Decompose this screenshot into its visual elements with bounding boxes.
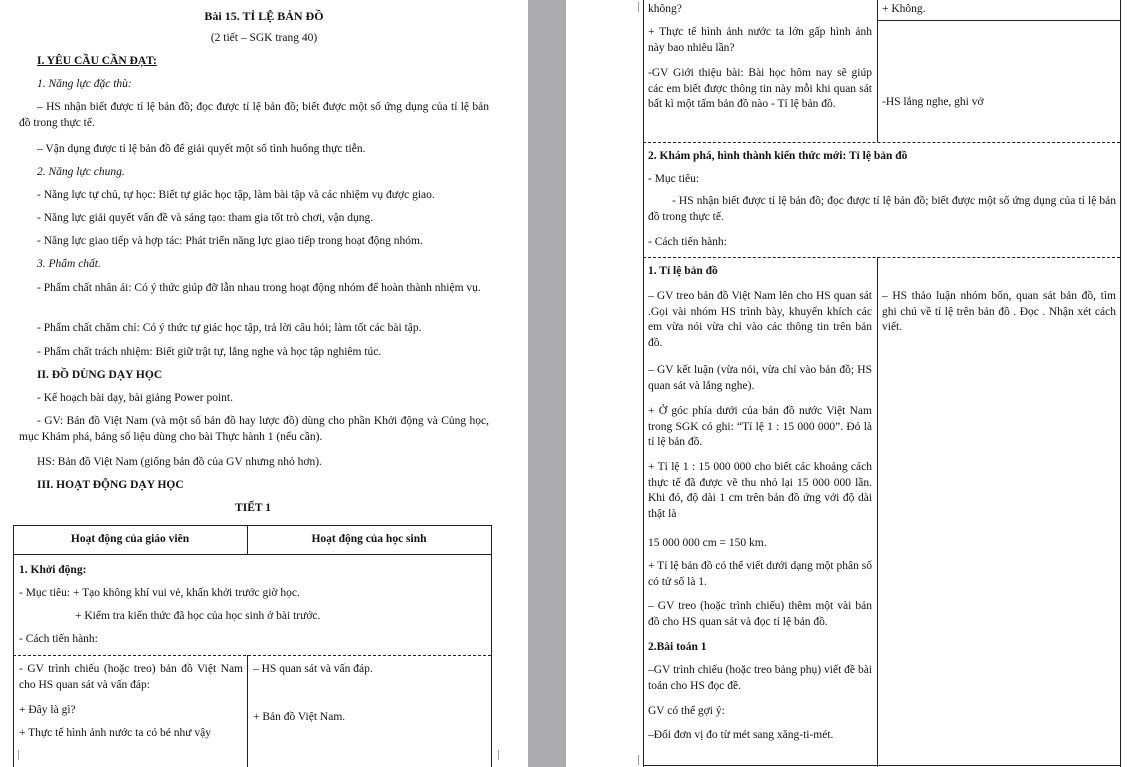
teacher-cell: -GV Giới thiệu bài: Bài học hôm nay sẽ giúp các em biết được thông tin này mỗi khi quan sát bất kì một tấm bản đồ nào - Tỉ lệ bản đồ.	[648, 67, 872, 111]
document-page-right	[566, 0, 1127, 767]
table-border	[643, 0, 644, 767]
table-border	[877, 0, 878, 142]
paragraph: - Năng lực giải quyết vấn đề và sáng tạo: tham gia tốt trò chơi, vận dụng.	[37, 212, 374, 224]
page-crop-mark	[628, 2, 639, 12]
teacher-cell: - GV trình chiếu (hoặc treo) bản đồ Việt Nam cho HS quan sát và vấn đáp:	[19, 663, 243, 691]
table-border	[491, 525, 492, 767]
paragraph: – Vận dụng được tỉ lệ bản đồ để giải quyết một số tình huống thực tiễn.	[37, 143, 366, 155]
lesson-title: Bài 15. TỈ LỆ BẢN ĐỒ	[204, 9, 324, 23]
teacher-cell: – GV kết luận (vừa nói, vừa chỉ vào bản đồ; HS quan sát và lắng nghe).	[648, 364, 872, 392]
row-heading-map-scale: 1. Tỉ lệ bản đồ	[648, 265, 718, 277]
teacher-cell: – GV treo bản đồ Việt Nam lên cho HS quan sát .Gọi vài nhóm HS trình bày, khuyến khích các em vừa nói vừa chỉ vào các thông tin trên bản đồ.	[648, 290, 872, 349]
table-border	[13, 554, 491, 555]
heading-general-competence: 2. Năng lực chung.	[37, 166, 125, 178]
table-border	[13, 525, 491, 526]
document-page-left	[0, 0, 528, 767]
teacher-cell: + Thực tế hình ảnh nước ta lớn gấp hình ảnh này bao nhiêu lần?	[648, 26, 872, 54]
student-cell: – HS quan sát và vấn đáp.	[253, 663, 373, 675]
table-border	[247, 655, 248, 767]
row-heading-problem: 2.Bài toán 1	[648, 641, 707, 653]
table-cell: - Cách tiến hành:	[648, 236, 727, 248]
teacher-cell: + Tỉ lệ bản đồ có thể viết dưới dạng một phân số có tử số là 1.	[648, 560, 872, 588]
page-crop-mark	[498, 750, 509, 760]
paragraph: - Kế hoạch bài dạy, bài giảng Power point.	[37, 392, 233, 404]
section-heading-materials: II. ĐỒ DÙNG DẠY HỌC	[37, 369, 163, 381]
teacher-cell: GV có thể gợi ý:	[648, 705, 725, 717]
table-cell: + Kiểm tra kiến thức đã học của học sinh ở bài trước.	[75, 610, 321, 622]
heading-qualities: 3. Phẩm chất.	[37, 258, 101, 270]
table-cell: - Mục tiêu: + Tạo không khí vui vẻ, khấn khởi trước giờ học.	[19, 587, 300, 599]
table-border	[13, 525, 14, 767]
column-header-teacher: Hoạt động của giáo viên	[70, 533, 190, 545]
teacher-cell: – GV treo (hoặc trình chiếu) thêm một vài bản đồ cho HS quan sát và đọc tỉ lệ bản đồ.	[648, 600, 872, 628]
paragraph: HS: Bản đồ Việt Nam (giống bản đồ của GV nhưng nhỏ hơn).	[37, 456, 322, 468]
student-cell: + Bản đồ Việt Nam.	[253, 711, 346, 723]
table-border	[643, 142, 1120, 143]
section-heading-objectives: I. YÊU CẦU CẦN ĐẠT:	[37, 55, 157, 67]
teacher-cell: không?	[648, 3, 682, 15]
page-crop-mark	[8, 750, 19, 760]
row-heading-warmup: 1. Khởi động:	[19, 564, 87, 576]
teacher-cell: 15 000 000 cm = 150 km.	[648, 537, 767, 549]
student-cell: – HS thảo luận nhóm bốn, quan sát bản đồ, tìm ghi chú về tỉ lệ trên bản đồ . Đọc . Nhận xét cách viết.	[882, 290, 1116, 334]
section-heading-activities: III. HOẠT ĐỘNG DẠY HỌC	[37, 479, 184, 491]
table-cell: - HS nhận biết được tỉ lệ bản đồ; đọc được tỉ lệ bản đồ; biết được một số ứng dụng của tỉ lệ bản đồ trong thực tế.	[648, 195, 1116, 223]
row-heading-discovery: 2. Khám phá, hình thành kiến thức mới: Tỉ lệ bản đồ	[648, 150, 908, 162]
teacher-cell: + Đây là gì?	[19, 704, 76, 716]
paragraph: - Phẩm chất nhân ái: Có ý thức giúp đỡ lẫn nhau trong hoạt động nhóm để hoàn thành nhiệm vụ.	[37, 282, 481, 294]
table-border	[877, 20, 1120, 21]
table-border	[643, 765, 1120, 766]
teacher-cell: + Thực tế hình ảnh nước ta có bé như vậy	[19, 727, 212, 739]
table-cell: - Mục tiêu:	[648, 173, 700, 185]
table-cell: - Cách tiến hành:	[19, 633, 98, 645]
student-cell: + Không.	[882, 3, 926, 15]
paragraph: - Phẩm chất chăm chỉ: Có ý thức tự giác học tập, trả lời câu hỏi; làm tốt các bài tập.	[37, 322, 422, 334]
lesson-subtitle: (2 tiết – SGK trang 40)	[210, 32, 318, 44]
teacher-cell: –GV trình chiếu (hoặc treo bảng phụ) viết đề bài toán cho HS đọc đề.	[648, 664, 872, 692]
page-crop-mark	[628, 755, 639, 765]
table-border	[13, 655, 491, 656]
paragraph: - Năng lực giao tiếp và hợp tác: Phát triển năng lực giao tiếp trong hoạt động nhóm.	[37, 235, 423, 247]
paragraph: - Năng lực tự chủ, tự học: Biết tự giác học tập, làm bài tập và các nhiệm vụ được giao.	[37, 189, 435, 201]
table-border	[877, 257, 878, 767]
student-cell: -HS lắng nghe, ghi vở	[882, 96, 984, 108]
column-header-student: Hoạt động của học sinh	[311, 533, 427, 545]
heading-specific-competence: 1. Năng lực đặc thù:	[37, 78, 132, 90]
teacher-cell: + Ở góc phía dưới của bản đồ nước Việt Nam trong SGK có ghi: “Tỉ lệ 1 : 15 000 000”. Đó là tỉ lệ bản đồ.	[648, 405, 872, 449]
teacher-cell: –Đổi đơn vị đo từ mét sang xăng-ti-mét.	[648, 729, 834, 741]
table-border	[643, 257, 1120, 258]
paragraph: – HS nhận biết được tỉ lệ bản đồ; đọc được tỉ lệ bản đồ; biết được một số ứng dụng của tỉ lệ bản đồ trong thực tế.	[19, 101, 489, 129]
period-heading: TIẾT 1	[235, 502, 271, 514]
table-border	[1120, 0, 1121, 767]
teacher-cell: + Tỉ lệ 1 : 15 000 000 cho biết các khoảng cách thực tế đã được vẽ thu nhỏ lại 15 000 000 lần. Khi đó, độ dài 1 cm trên bản đồ ứng với độ dài thật là	[648, 461, 872, 520]
paragraph: - Phẩm chất trách nhiệm: Biết giữ trật tự, lắng nghe và học tập nghiêm túc.	[37, 346, 382, 358]
paragraph: - GV: Bản đồ Việt Nam (và một số bản đồ hay lược đồ) dùng cho phần Khởi động và Củng học, mục Khám phá, bảng số liệu dùng cho bài Thực hành 1 (nếu cần).	[19, 415, 489, 443]
